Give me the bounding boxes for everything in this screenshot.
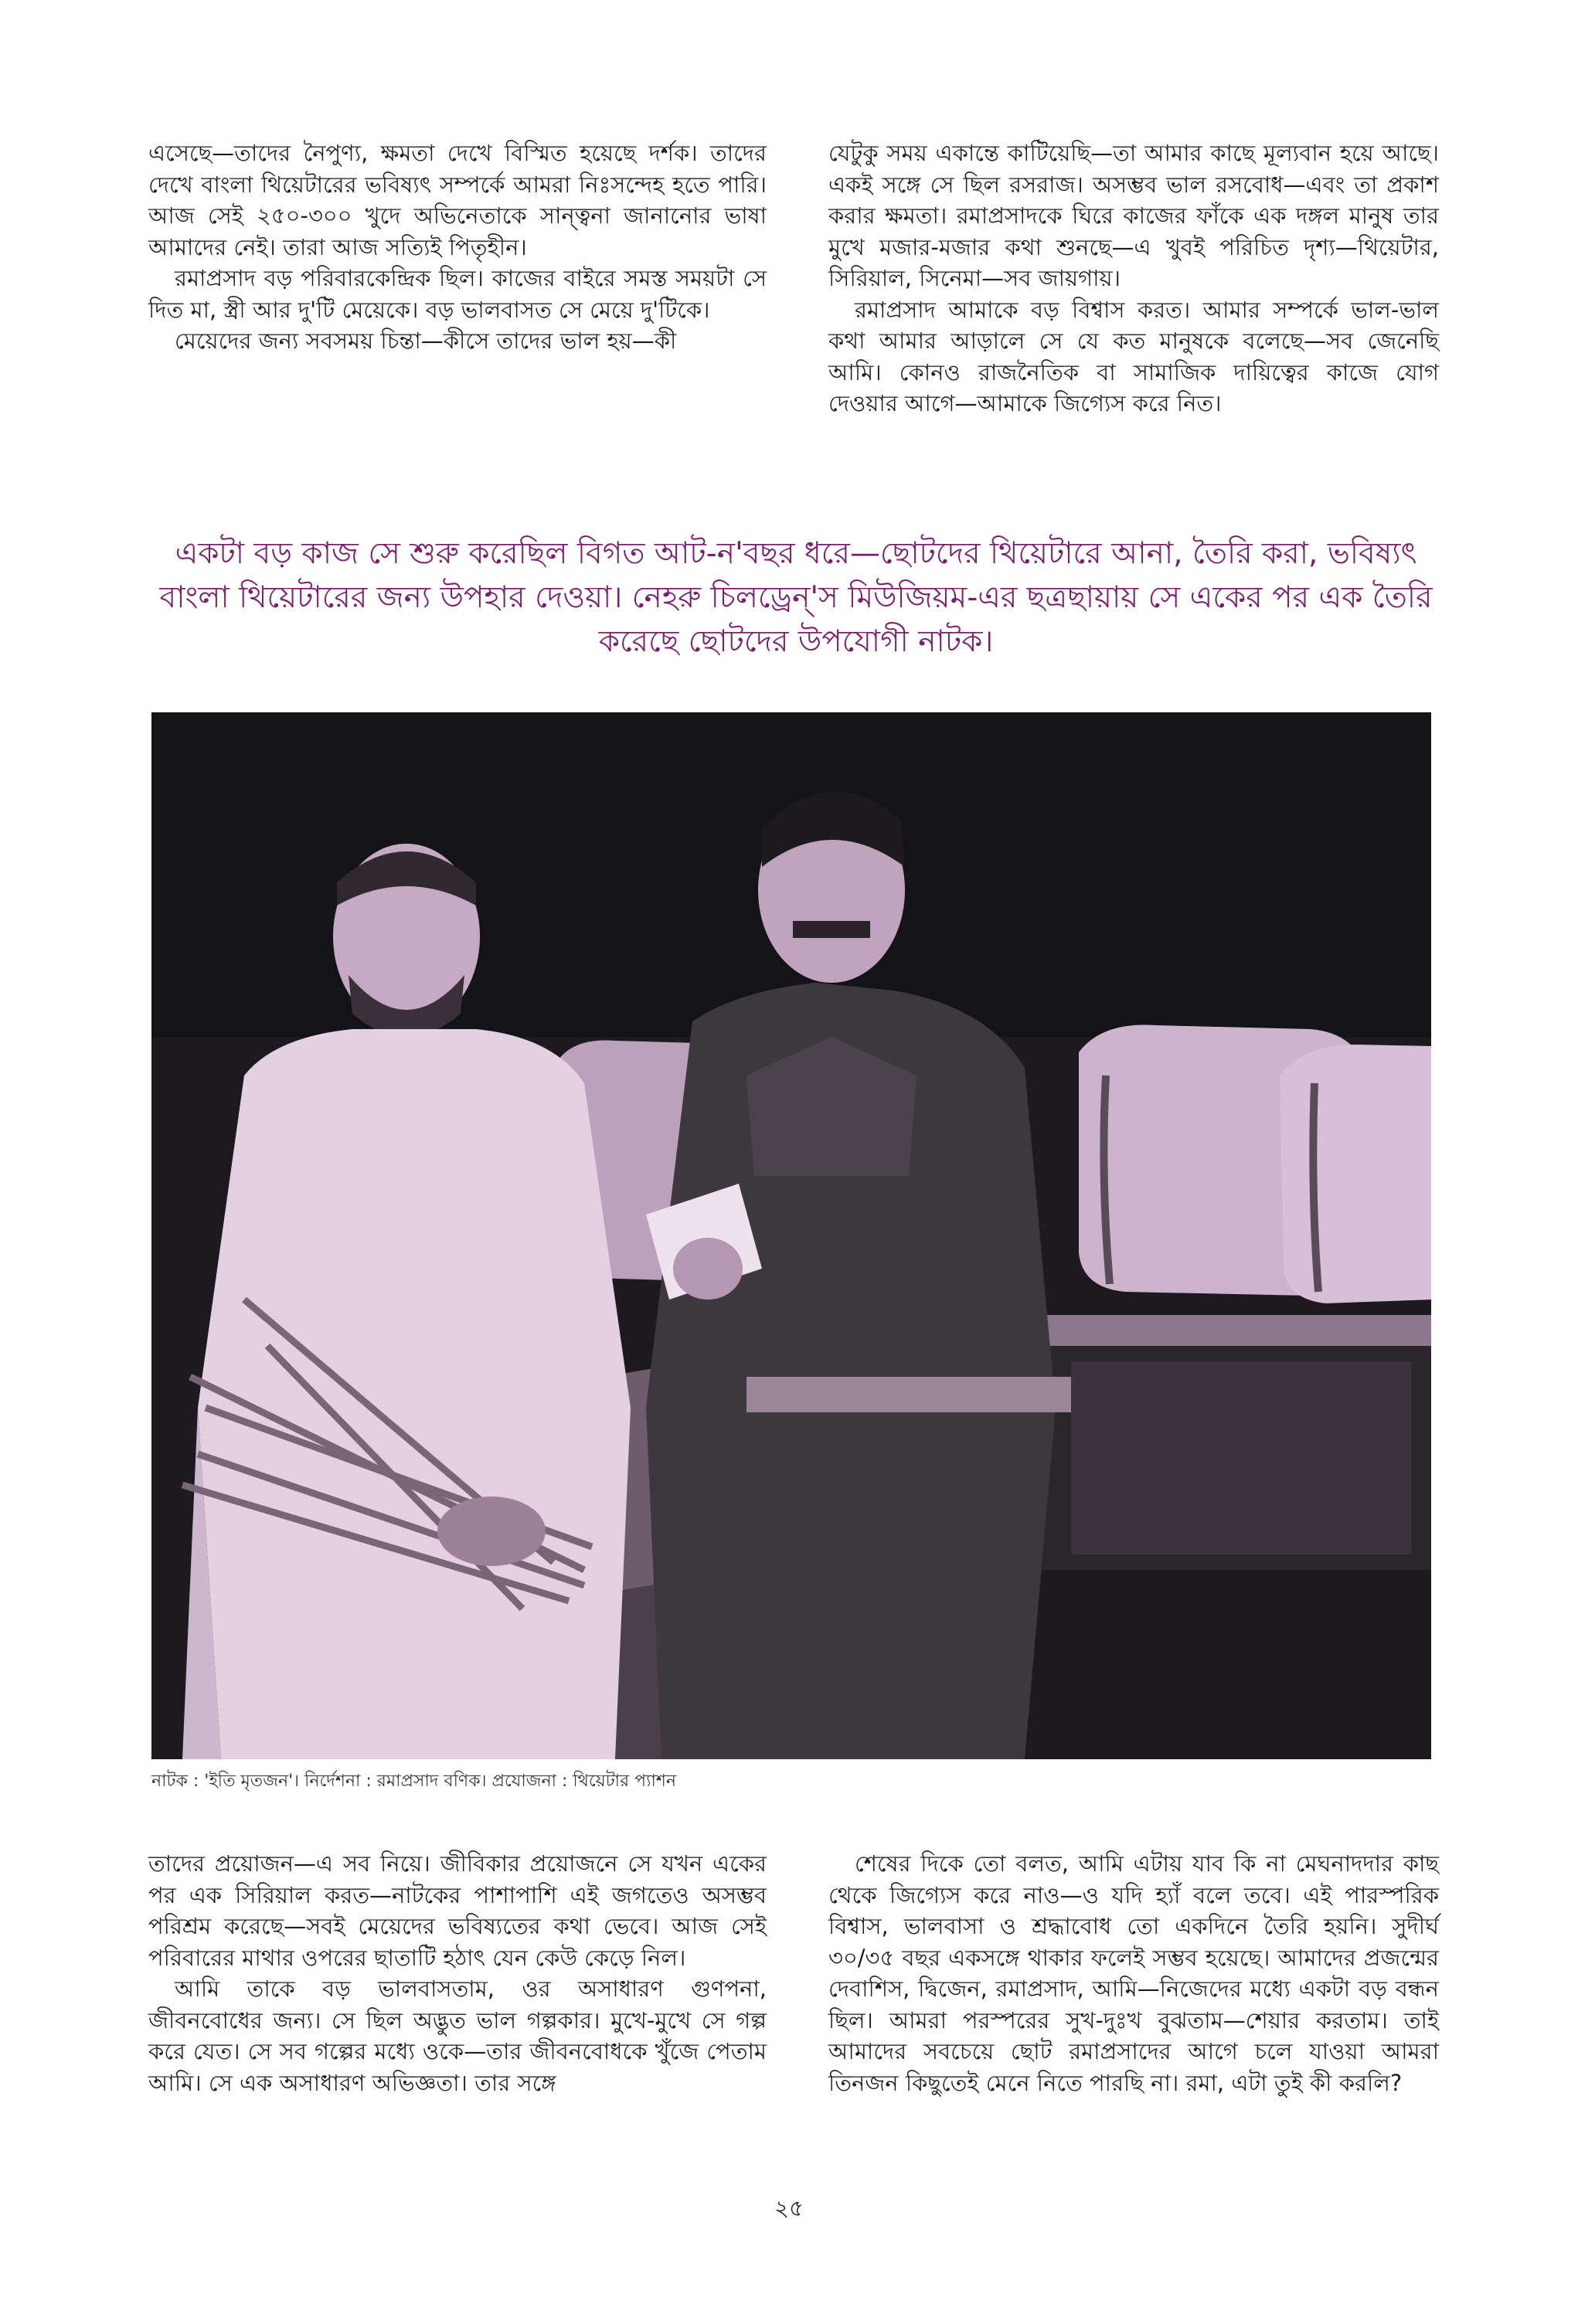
paragraph: রমাপ্রসাদ আমাকে বড় বিশ্বাস করত। আমার সম্পর্কে ভাল-ভাল কথা আমার আড়ালে সে যে কত মানুষকে বলেছে—সব জেনেছি আমি। কোনও রাজনৈতিক বা সামাজিক দায়িত্বের কাজে যোগ দেওয়ার আগে—আমাকে জিগ্যেস করে নিত। xyxy=(828,296,1439,416)
stage-photo xyxy=(151,712,1431,1759)
paragraph: শেষের দিকে তো বলত, আমি এটায় যাব কি না মেঘনাদদার কাছ থেকে জিগ্যেস করে নাও—ও যদি হ্যাঁ বলে তবে। এই পারস্পরিক বিশ্বাস, ভালবাসা ও শ্রদ্ধাবোধ তো একদিনে তৈরি হয়নি। সুদীর্ঘ ৩০/৩৫ বছর একসঙ্গে থাকার ফলেই সম্ভব হয়েছে। আমাদের প্রজন্মের দেবাশিস, দ্বিজেন, রমাপ্রসাদ, আমি—নিজেদের মধ্যে একটা বড় বন্ধন ছিল। আমরা পরস্পরের সুখ-দুঃখ বুঝতাম—শেয়ার করতাম। তাই আমাদের সবচেয়ে ছোট রমাপ্রসাদের আগে চলে যাওয়া আমরা তিনজন কিছুতেই মেনে নিতে পারছি না। রমা, এটা তুই কী করলি? xyxy=(828,1850,1439,2096)
stage-photo-illustration xyxy=(151,712,1431,1759)
article-column-top-left xyxy=(148,138,767,357)
article-column-bottom-right xyxy=(828,1848,1439,2098)
paragraph: তাদের প্রয়োজন—এ সব নিয়ে। জীবিকার প্রয়োজনে সে যখন একের পর এক সিরিয়াল করত—নাটকের পাশাপাশি এই জগতেও অসম্ভব পরিশ্রম করেছে—সবই মেয়েদের ভবিষ্যতের কথা ভেবে। আজ সেই পরিবারের মাথার ওপরের ছাতাটি হঠাৎ যেন কেউ কেড়ে নিল। xyxy=(148,1850,767,1971)
pull-quote: একটা বড় কাজ সে শুরু করেছিল বিগত আট-ন'বছর ধরে—ছোটদের থিয়েটারে আনা, তৈরি করা, ভবিষ্যৎ বাংলা থিয়েটারের জন্য উপহার দেওয়া। নেহরু চিলড্রেন্'স মিউজিয়ম-এর ছত্রছায়ায় সে একের পর এক তৈরি করেছে ছোটদের উপযোগী নাটক। xyxy=(159,536,1433,659)
paragraph: এসেছে—তাদের নৈপুণ্য, ক্ষমতা দেখে বিস্মিত হয়েছে দর্শক। তাদের দেখে বাংলা থিয়েটারের ভবিষ্যৎ সম্পর্কে আমরা নিঃসন্দেহ হতে পারি। আজ সেই ২৫০-৩০০ খুদে অভিনেতাকে সান্ত্বনা জানানোর ভাষা আমাদের নেই। তারা আজ সত্যিই পিতৃহীন। xyxy=(148,140,767,260)
paragraph: যেটুকু সময় একান্তে কাটিয়েছি—তা আমার কাছে মূল্যবান হয়ে আছে। একই সঙ্গে সে ছিল রসরাজ। অসম্ভব ভাল রসবোধ—এবং তা প্রকাশ করার ক্ষমতা। রমাপ্রসাদকে ঘিরে কাজের ফাঁকে এক দঙ্গল মানুষ তার মুখে মজার-মজার কথা শুনছে—এ খুবই পরিচিত দৃশ্য—থিয়েটার, সিরিয়াল, সিনেমা—সব জায়গায়। xyxy=(828,140,1439,291)
article-column-top-right xyxy=(828,138,1439,420)
page-number: ২৫ xyxy=(774,2195,804,2221)
paragraph: রমাপ্রসাদ বড় পরিবারকেন্দ্রিক ছিল। কাজের বাইরে সমস্ত সময়টা সে দিত মা, স্ত্রী আর দু'টি মেয়েকে। বড় ভালবাসত সে মেয়ে দু'টিকে। xyxy=(148,265,767,323)
photo-caption: নাটক : 'ইতি মৃতজন'। নির্দেশনা : রমাপ্রসাদ বণিক। প্রযোজনা : থিয়েটার প্যাশন xyxy=(151,1772,676,1791)
paragraph: আমি তাকে বড় ভালবাসতাম, ওর অসাধারণ গুণপনা, জীবনবোধের জন্য। সে ছিল অদ্ভুত ভাল গল্পকার। মুখে-মুখে সে গল্প করে যেত। সে সব গল্পের মধ্যে ওকে—তার জীবনবোধকে খুঁজে পেতাম আমি। সে এক অসাধারণ অভিজ্ঞতা। তার সঙ্গে xyxy=(148,1976,767,2096)
paragraph: মেয়েদের জন্য সবসময় চিন্তা—কীসে তাদের ভাল হয়—কী xyxy=(175,328,677,354)
article-column-bottom-left xyxy=(148,1848,767,2098)
